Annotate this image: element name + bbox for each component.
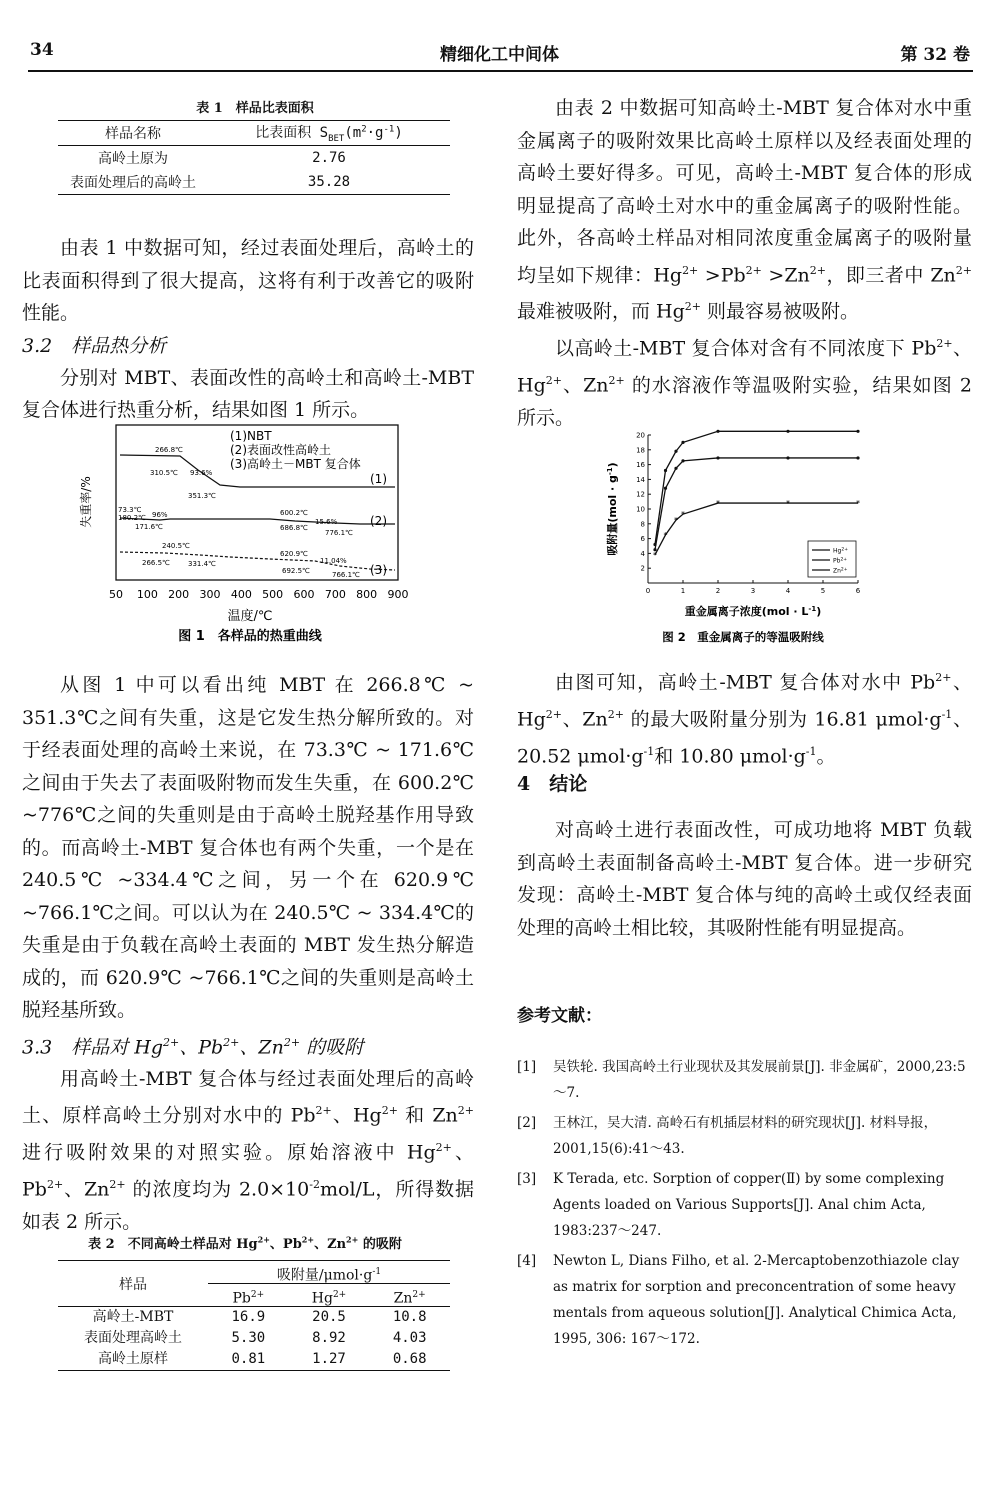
table-cell: 10.8 (392, 1309, 427, 1325)
figure1-legend-2: (2)表面改性高岭土 (230, 443, 331, 457)
y-tick-label: 20 (636, 431, 645, 440)
reference-number: [2] (517, 1115, 537, 1131)
data-point: * (716, 499, 720, 509)
table1-header-area: 比表面积 $S_{BET}(m^2\cdot g^{-1})$ (255, 124, 403, 144)
annotation: 600.2℃ (280, 509, 308, 517)
figure1-xlabel: 温度/℃ (227, 609, 273, 624)
annotation: 686.8℃ (280, 524, 308, 532)
figure1-xtick: 400 (230, 588, 252, 601)
data-point (856, 430, 859, 433)
journal-title: 精细化工中间体 (440, 45, 559, 65)
data-point (664, 487, 667, 490)
table-row: 高岭土原为 2.76 (98, 150, 346, 167)
curve-label-2: (2) (370, 514, 387, 528)
table-cell: 16.9 (231, 1309, 266, 1325)
reference-text: 吴铁轮. 我国高岭土行业现状及其发展前景[J]. 非金属矿，2000,23:5～7. (553, 1059, 966, 1101)
reference-number: [1] (517, 1059, 537, 1075)
annotation: 73.3℃ (118, 506, 142, 514)
y-tick-label: 8 (640, 520, 645, 529)
y-tick-label: 14 (636, 475, 645, 484)
series-line-hg (655, 431, 858, 544)
annotation: 171.6℃ (135, 523, 163, 531)
figure1-xtick: 700 (324, 588, 346, 601)
annotation: 310.5℃ (150, 469, 178, 477)
figure1-xtick: 200 (168, 588, 190, 601)
references-title: 参考文献： (517, 1006, 602, 1026)
annotation: 351.3℃ (188, 492, 216, 500)
table-cell: 8.92 (312, 1330, 346, 1346)
page-number: 34 (30, 40, 54, 60)
reference-text: 王林江，吴大清. 高岭石有机插层材料的研究现状[J]. 材料导报，2001,15(6):41～43. (553, 1115, 938, 1157)
table2-header-sample: 样品 (119, 1276, 147, 1293)
annotation: 96% (152, 511, 168, 519)
figure2-plot (605, 430, 861, 644)
annotation: 692.5℃ (282, 567, 310, 575)
section-3-3-heading: 3.3 样品对 $Hg^{2+}$、$Pb^{2+}$、$Zn^{2+}$ 的吸附 (22, 1035, 364, 1058)
y-tick-label: 18 (636, 446, 645, 455)
table-row (58, 1349, 450, 1370)
annotation: 766.1℃ (332, 571, 360, 579)
data-point (786, 430, 789, 433)
table-cell: 1.27 (312, 1351, 346, 1367)
curve-label-1: (1) (370, 472, 387, 486)
figure1-tg-curves (70, 420, 410, 650)
reference-item (517, 1248, 972, 1352)
table2 (58, 1260, 450, 1371)
series-line-pb (655, 458, 858, 550)
y-tick-label: 12 (636, 490, 645, 499)
annotation: 15.6% (315, 518, 338, 526)
legend-label-zn: $Zn^{2+}$ (833, 567, 848, 575)
table-cell: 5.30 (231, 1330, 266, 1346)
figure2-isotherm-chart (600, 425, 880, 645)
table-cell: 高岭土-MBT (92, 1309, 174, 1325)
table2-col-hg: $Hg^{2+}$ (311, 1290, 347, 1307)
right-text-2: 由图可知，高岭土-MBT 复合体对水中 $Pb^{2+}$、$Hg^{2+}$、$Zn^{2+}$ 的最大吸附量分别为 16.81 $\mu mol\cdot g^{-1}$、20.52 $\mu mol\cdot g^{-1}$和 10.80 $\mu mol\cdot g^{-1}$。 (517, 671, 972, 767)
figure1-xtick: 900 (387, 588, 409, 601)
section-3-2-heading: 3.2 样品热分析 (22, 334, 167, 357)
annotation: 93.6% (190, 469, 213, 477)
table-row (58, 1307, 450, 1328)
data-point (716, 456, 719, 459)
annotation: 776.1℃ (325, 529, 353, 537)
data-point (664, 469, 667, 472)
x-tick-label: 2 (715, 587, 721, 595)
figure1-legend-3: (3)高岭土－MBT 复合体 (230, 457, 361, 471)
chart-ylabel: 吸附量$(mol \cdot g^{-1})$ (606, 462, 619, 556)
table-cell: 0.81 (231, 1351, 266, 1367)
y-tick-label: 4 (640, 549, 645, 558)
table-cell: 20.5 (312, 1309, 346, 1325)
figure1-caption: 图 1 各样品的热重曲线 (178, 629, 322, 644)
figure1-xtick: 50 (109, 588, 123, 601)
figure1-legend-1: (1)NBT (230, 429, 272, 443)
table2-col-zn: $Zn^{2+}$ (393, 1290, 426, 1307)
x-tick-label: 4 (785, 587, 791, 595)
table1 (58, 120, 450, 195)
annotation: 11.04% (320, 557, 347, 565)
legend-label-pb: $Pb^{2+}$ (833, 557, 848, 565)
figure1-xtick: 100 (136, 588, 158, 601)
figure1-xtick: 500 (262, 588, 284, 601)
data-point: * (674, 516, 678, 526)
data-point (786, 456, 789, 459)
figure2-caption: 图 2 重金属离子的等温吸附线 (662, 630, 824, 644)
x-tick-label: 3 (750, 587, 756, 595)
data-point: * (663, 530, 668, 540)
table-cell: 4.03 (392, 1330, 427, 1346)
data-point: * (786, 499, 790, 509)
annotation: 266.5℃ (142, 559, 170, 567)
section-4-heading: 4 结论 (517, 773, 588, 795)
chart-legend (808, 541, 856, 577)
volume-label: 第 32 卷 (900, 45, 970, 65)
x-tick-label: 5 (820, 587, 826, 595)
data-point (856, 456, 859, 459)
curve-label-3: (3) (370, 563, 387, 577)
table-row: 表面处理后的高岭土 35.28 (58, 170, 450, 195)
annotation: 180.2℃ (118, 514, 146, 522)
data-point (716, 430, 719, 433)
left-text-2: 从图 1 中可以看出纯 MBT 在 266.8℃ ~ 351.3℃之间有失重，这是它发生热分解所致的。对于经表面处理的高岭土来说，在 73.3℃ ~ 171.6℃之间由于失去了表面吸附物而发生失重，在 600.2℃ ~776℃之间的失重则是由于高岭土脱羟基作用导致的。而高岭土-MBT 复合体也有两个失重，一个是在 240.5℃ ~334.4℃之间，另一个在 620.9℃ ~766.1℃之间。可以认为在 240.5℃ ~ 334.4℃的失重是由于负载在高岭土表面的 MBT 发生热分解造成的，而 620.9℃ ~766.1℃之间的失重则是高岭土脱羟基所致。 3.3 样品对 $Hg^{2+}$、$Pb^{2+}$、$Zn^{2+}$ 的吸附 用高岭土-MBT 复合体与经过表面处理后的高岭土、原样高岭土分别对水中的 $Pb^{2+}$、$Hg^{2+}$ 和 $Zn^{2+}$ 进行吸附效果的对照实验。原始溶液中 $Hg^{2+}$、$Pb^{2+}$、$Zn^{2+}$ 的浓度均为 $2.0\times 10^{-2}mol/L$，所得数据如表 2 所示。 (22, 674, 474, 1233)
data-point (674, 467, 677, 470)
annotation: 620.9℃ (280, 550, 308, 558)
data-point (681, 459, 684, 462)
header-rule (28, 70, 973, 72)
figure1-ylabel: 失重率/% (79, 476, 93, 528)
table-cell: 高岭土原样 (98, 1351, 168, 1367)
left-text-1: 由表 1 中数据可知，经过表面处理后，高岭土的比表面积得到了很大提高，这将有利于改善它的吸附性能。 3.2 样品热分析 分别对 MBT、表面改性的高岭土和高岭土-MBT 复合体进行热重分析，结果如图 1 所示。 (22, 237, 474, 421)
x-tick-label: 1 (680, 587, 686, 595)
annotation: 266.8℃ (155, 446, 183, 454)
y-tick-label: 6 (640, 535, 645, 544)
table2-col-pb: $Pb^{2+}$ (232, 1290, 265, 1307)
figure1-xticks (109, 588, 409, 601)
reference-item (517, 1110, 972, 1162)
data-point: * (856, 499, 860, 509)
data-point (681, 441, 684, 444)
figure1-xtick: 600 (293, 588, 315, 601)
reference-number: [4] (517, 1253, 537, 1269)
table1-header-name: 样品名称 (105, 126, 161, 142)
figure1-xtick: 300 (199, 588, 221, 601)
reference-text: K Terada, etc. Sorption of copper(Ⅱ) by some complexing Agents loaded on Various Supports[J]. Anal chim Acta, 1983:237～247. (553, 1171, 945, 1239)
table2-header-amount: 吸附量$/\mu mol\cdot g^{-1}$ (208, 1261, 450, 1284)
table-cell: 0.68 (392, 1351, 427, 1367)
y-tick-label: 16 (636, 461, 645, 470)
conclusion-text: 对高岭土进行表面改性，可成功地将 MBT 负载到高岭土表面制备高岭土-MBT 复合体。进一步研究发现：高岭土-MBT 复合体与纯的高岭土或仅经表面处理的高岭土相比较，其吸附性能有明显提高。 (517, 819, 972, 939)
x-tick-label: 6 (855, 587, 861, 595)
y-tick-label: 2 (640, 564, 645, 573)
reference-number: [3] (517, 1171, 537, 1187)
annotation: 331.4℃ (188, 560, 216, 568)
references-list (517, 1054, 972, 1356)
data-point (674, 450, 677, 453)
x-tick-label: 0 (645, 587, 651, 595)
table2-caption: 表 2 不同高岭土样品对 $Hg^{2+}$、$Pb^{2+}$、$Zn^{2+}$ 的吸附 (88, 1234, 402, 1252)
reference-item (517, 1166, 972, 1244)
annotation: 240.5℃ (162, 542, 190, 550)
legend-label-hg: $Hg^{2+}$ (833, 547, 848, 555)
chart-xlabel: 重金属离子浓度$(mol \cdot L^{-1})$ (684, 605, 822, 618)
data-point: * (653, 550, 657, 560)
y-tick-label: 10 (636, 505, 645, 514)
table-cell: 表面处理高岭土 (84, 1330, 182, 1346)
table1-caption: 表 1 样品比表面积 (196, 101, 314, 116)
reference-text: Newton L, Dians Filho, et al. 2-Mercaptobenzothiazole clay as matrix for sorption and preconcentration of some heavy mentals from aqueous solution[J]. Analytical Chimica Acta, 1995, 306: 167～172. (553, 1253, 960, 1347)
data-point: * (681, 510, 685, 520)
reference-item (517, 1054, 972, 1106)
right-text-1: 由表 2 中数据可知高岭土-MBT 复合体对水中重金属离子的吸附效果比高岭土原样以及经表面处理的高岭土要好得多。可见，高岭土-MBT 复合体的形成明显提高了高岭土对水中的重金属离子的吸附性能。此外，各高岭土样品对相同浓度重金属离子的吸附量均呈如下规律：$Hg^{2+} >Pb^{2+} >Zn^{2+}$，即三者中 $Zn^{2+}$ 最难被吸附，而 $Hg^{2+}$ 则最容易被吸附。 以高岭土-MBT 复合体对含有不同浓度下 $Pb^{2+}$、$Hg^{2+}$、$Zn^{2+}$ 的水溶液作等温吸附实验，结果如图 2 所示。 (517, 97, 973, 429)
table-row (58, 1328, 450, 1349)
figure1-xtick: 800 (356, 588, 378, 601)
